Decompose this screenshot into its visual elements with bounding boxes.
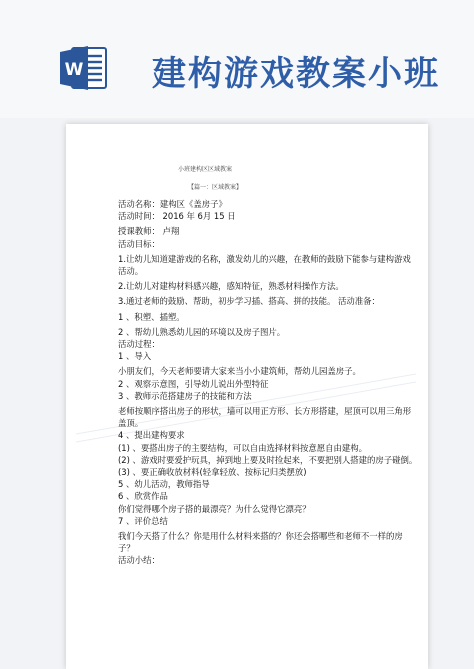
line-process-heading: 活动过程： [118,339,160,350]
line-step-7-text: 我们今天搭了什么？你是用什么材料来搭的？你还会搭哪些和老师不一样的房子？ [118,531,403,554]
document-header: 小班建构区区域教案 [178,166,233,173]
line-goal-1: 1.让幼儿知道建游戏的名称，激发幼儿的兴趣，在教师的鼓励下能参与建构游戏活动。 [118,253,411,277]
line-rule-3: (3) 、要正确收放材料(轻拿轻放、按标记归类摆放) [118,467,307,478]
line-step-6-text: 你们觉得哪个房子搭的最漂亮？为什么觉得它漂亮？ [118,503,311,514]
document-page [66,124,428,669]
line-step-1-text: 小朋友们，今天老师要请大家来当小小建筑师，帮幼儿园盖房子。 [118,366,361,377]
line-activity-name: 活动名称：建构区《盖房子》 [118,199,227,209]
line-goals-heading: 活动目标： [118,238,160,249]
line-step-6: 6 、欣赏作品 [118,491,168,502]
line-teacher: 授课教师： 卢翔 [118,226,180,237]
line-step-2: 2 、观察示意图，引导幼儿说出外型特征 [118,378,269,389]
line-rule-2: (2) 、游戏时要爱护玩具，掉到地上要及时捡起来，不要把别人搭建的房子碰倒。 [118,454,418,465]
line-goal-2: 2.让幼儿对建构材料感兴趣，感知特征，熟悉材料操作方法。 [118,281,344,292]
title-banner [0,0,474,118]
line-prep-1: 1 、积塑、插塑。 [118,311,185,322]
line-step-3-text: 老师按顺序搭出房子的形状，墙可以用正方形、长方形搭建，屋顶可以用三角形盖顶。 [118,406,412,429]
line-step-1: 1 、导入 [118,351,152,362]
line-step-5: 5 、幼儿活动，教师指导 [118,479,210,490]
line-step-3: 3 、教师示范搭建房子的技能和方法 [118,390,252,401]
line-step-7: 7 、评价总结 [118,515,168,526]
line-step-4: 4 、提出建构要求 [118,430,185,441]
line-activity-time: 活动时间： 2016 年 6月 15 日 [118,211,236,222]
line-prep-2: 2 、帮幼儿熟悉幼儿园的环境以及房子图片。 [118,326,286,337]
line-rule-1: (1) 、要搭出房子的主要结构，可以自由选择材料按意愿自由建构。 [118,442,368,453]
document-body [118,198,418,567]
page-title: 建构游戏教案小班 [152,54,440,94]
logo-letter: W [64,60,84,80]
line-summary: 活动小结： [118,555,160,566]
word-document-icon [58,42,110,94]
document-subheader: 【篇一：区域教案】 [188,184,243,191]
line-goal-3: 3.通过老师的鼓励、帮助，初步学习插、搭高、拼的技能。 活动准备： [118,296,380,307]
